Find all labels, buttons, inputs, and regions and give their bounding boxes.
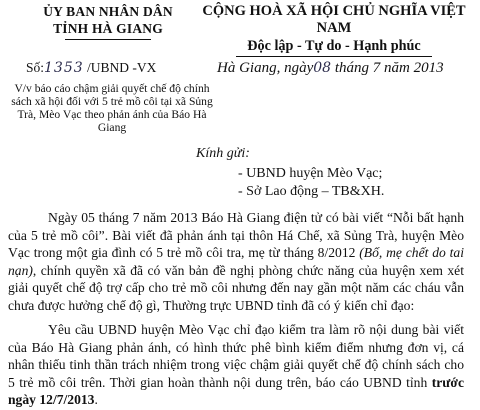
doc-number-suffix: /UBND -VX [87,60,157,75]
paragraph-1-text-b: , chính quyền xã đã có văn bản đề nghị phòng chức năng của huyện xem xét giải quyết chế độ trợ cấp cho trẻ mồ côi nhưng đến nay gần một năm các cháu vẫn chưa được hưởng chế độ gì, Thường trực UBND tỉnh đã có ý kiến chỉ đạo: [8,262,464,313]
issuing-authority [8,3,208,40]
greeting: Kính gửi: [196,146,250,161]
document-number [26,60,156,76]
recipient-item: - Sở Lao động – TB&XH. [238,184,385,199]
document-subject: V/v báo cáo chậm giải quyết chế độ chính sách xã hội đối với 5 trẻ mồ côi tại xã Sủng Trà, Mèo Vạc theo phản ánh của Báo Hà Giang [11,82,213,134]
body-paragraph-1 [8,209,464,315]
place-and-date [217,60,444,77]
national-heading [188,3,480,57]
authority-name: ỦY BAN NHÂN DÂN [43,4,173,19]
paragraph-2-text: Yêu cầu UBND huyện Mèo Vạc chỉ đạo kiểm tra làm rõ nội dung bài viết của Báo Hà Giang phản ánh, có hình thức phê bình kiểm điểm nhưng đơn vị, cá nhân thiếu tinh thần trách nhiệm trong việc chậm giải quyết chế độ chính sách cho 5 trẻ mồ côi trên. Thời gian hoàn thành nội dung trên, báo cáo UBND tỉnh [8,322,464,390]
doc-number-handwritten: 1353 [44,60,84,76]
paragraph-1-text-a: Ngày 05 tháng 7 năm 2013 Báo Hà Giang điện tử có bài viết “Nỗi bất hạnh của 5 trẻ mồ côi”. Bài viết đã phản ánh tại thôn Há Chế, xã Sủng Trà, huyện Mèo Vạc trong một gia đình có 5 trẻ mồ côi tra, mẹ từ tháng 8/2012 [8,210,464,261]
recipient-item: - UBND huyện Mèo Vạc; [238,166,383,181]
paragraph-1-italic: (Bố, mẹ chết do tai nạn) [8,245,464,278]
body-paragraph-2 [8,321,464,409]
paragraph-2-end: . [94,392,98,408]
nation-title: CỘNG HOÀ XÃ HỘI CHỦ NGHĨA VIỆT NAM [202,3,466,36]
recipient-list [238,165,384,201]
date-day-handwritten: 08 [313,60,332,76]
place-date-suffix: tháng 7 năm 2013 [334,60,444,76]
place-date-prefix: Hà Giang, ngày [217,60,314,76]
authority-province: TỈNH HÀ GIANG [53,21,163,36]
doc-number-prefix: Số: [26,60,45,75]
deadline-date: trước ngày 12/7/2013 [8,374,464,408]
motto-underline [236,56,432,57]
national-motto: Độc lập - Tự do - Hạnh phúc [247,38,421,54]
authority-underline [65,39,151,40]
